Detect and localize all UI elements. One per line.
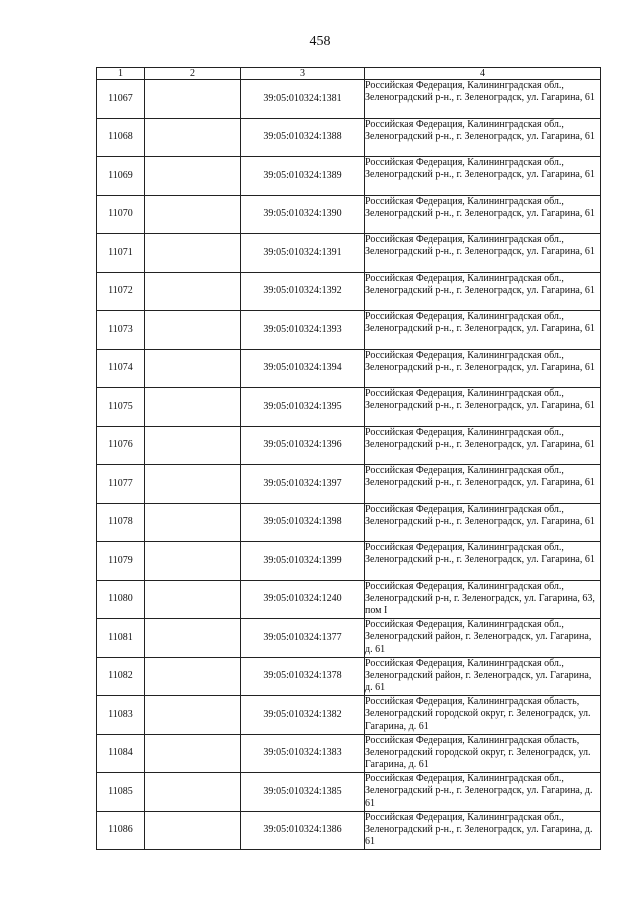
address-cell: Российская Федерация, Калининградская обл., Зеленоградский р-н., г. Зеленоградск, ул. Гагарина, 61 [365,80,601,119]
column-2-cell [145,349,241,388]
row-number-cell: 11081 [97,619,145,658]
cadastral-number-cell: 39:05:010324:1388 [241,118,365,157]
cadastral-number-cell: 39:05:010324:1398 [241,503,365,542]
row-number-cell: 11070 [97,195,145,234]
column-2-cell [145,503,241,542]
column-2-cell [145,580,241,619]
row-number-cell: 11072 [97,272,145,311]
table-row [97,388,601,427]
column-2-cell [145,157,241,196]
table-row [97,580,601,619]
cadastral-number-cell: 39:05:010324:1382 [241,696,365,735]
row-number-cell: 11082 [97,657,145,696]
column-2-cell [145,272,241,311]
cadastral-number-cell: 39:05:010324:1378 [241,657,365,696]
column-2-cell [145,734,241,773]
column-2-cell [145,234,241,273]
row-number-cell: 11074 [97,349,145,388]
address-cell: Российская Федерация, Калининградская обл., Зеленоградский р-н., г. Зеленоградск, ул. Гагарина, д. 61 [365,811,601,850]
table-row [97,311,601,350]
table-row [97,272,601,311]
address-cell: Российская Федерация, Калининградская обл., Зеленоградский р-н., г. Зеленоградск, ул. Гагарина, 61 [365,234,601,273]
cadastral-number-cell: 39:05:010324:1394 [241,349,365,388]
table-row [97,80,601,119]
address-cell: Российская Федерация, Калининградская обл., Зеленоградский р-н., г. Зеленоградск, ул. Гагарина, 61 [365,503,601,542]
column-2-cell [145,696,241,735]
table-row [97,118,601,157]
address-cell: Российская Федерация, Калининградская обл., Зеленоградский р-н, г. Зеленоградск, ул. Гагарина, 63, пом I [365,580,601,619]
table-row [97,734,601,773]
column-2-cell [145,388,241,427]
address-cell: Российская Федерация, Калининградская обл., Зеленоградский р-н., г. Зеленоградск, ул. Гагарина, 61 [365,118,601,157]
table-row [97,619,601,658]
row-number-cell: 11079 [97,542,145,581]
cadastral-number-cell: 39:05:010324:1395 [241,388,365,427]
column-2-cell [145,542,241,581]
address-cell: Российская Федерация, Калининградская обл., Зеленоградский р-н., г. Зеленоградск, ул. Гагарина, д. 61 [365,773,601,812]
row-number-cell: 11067 [97,80,145,119]
header-col-2: 2 [145,68,241,80]
row-number-cell: 11078 [97,503,145,542]
row-number-cell: 11086 [97,811,145,850]
table-row [97,811,601,850]
table-row [97,195,601,234]
table-body [97,80,601,850]
address-cell: Российская Федерация, Калининградская обл., Зеленоградский район, г. Зеленоградск, ул. Гагарина, д. 61 [365,657,601,696]
page-number: 458 [309,34,331,49]
cadastral-number-cell: 39:05:010324:1393 [241,311,365,350]
column-2-cell [145,80,241,119]
cadastral-number-cell: 39:05:010324:1377 [241,619,365,658]
cadastral-number-cell: 39:05:010324:1240 [241,580,365,619]
table-row [97,234,601,273]
cadastral-number-cell: 39:05:010324:1381 [241,80,365,119]
cadastral-number-cell: 39:05:010324:1383 [241,734,365,773]
cadastral-number-cell: 39:05:010324:1390 [241,195,365,234]
table-row [97,465,601,504]
table-row [97,542,601,581]
cadastral-number-cell: 39:05:010324:1386 [241,811,365,850]
address-cell: Российская Федерация, Калининградская обл., Зеленоградский р-н., г. Зеленоградск, ул. Гагарина, 61 [365,157,601,196]
cadastral-number-cell: 39:05:010324:1397 [241,465,365,504]
row-number-cell: 11073 [97,311,145,350]
address-cell: Российская Федерация, Калининградская обл., Зеленоградский р-н., г. Зеленоградск, ул. Гагарина, 61 [365,349,601,388]
address-cell: Российская Федерация, Калининградская обл., Зеленоградский р-н., г. Зеленоградск, ул. Гагарина, 61 [365,195,601,234]
table-row [97,657,601,696]
column-2-cell [145,426,241,465]
row-number-cell: 11076 [97,426,145,465]
header-col-1: 1 [97,68,145,80]
column-2-cell [145,657,241,696]
cadastral-number-cell: 39:05:010324:1396 [241,426,365,465]
address-cell: Российская Федерация, Калининградская область, Зеленоградский городской округ, г. Зеленоградск, ул. Гагарина, д. 61 [365,734,601,773]
cadastral-number-cell: 39:05:010324:1392 [241,272,365,311]
column-2-cell [145,311,241,350]
address-cell: Российская Федерация, Калининградская обл., Зеленоградский р-н., г. Зеленоградск, ул. Гагарина, 61 [365,465,601,504]
row-number-cell: 11085 [97,773,145,812]
table-row [97,503,601,542]
address-cell: Российская Федерация, Калининградская обл., Зеленоградский р-н., г. Зеленоградск, ул. Гагарина, 61 [365,388,601,427]
table-row [97,426,601,465]
row-number-cell: 11084 [97,734,145,773]
table-row [97,349,601,388]
table-row [97,157,601,196]
column-2-cell [145,465,241,504]
column-2-cell [145,118,241,157]
header-row [97,68,601,80]
row-number-cell: 11071 [97,234,145,273]
column-2-cell [145,619,241,658]
address-cell: Российская Федерация, Калининградская обл., Зеленоградский р-н., г. Зеленоградск, ул. Гагарина, 61 [365,542,601,581]
address-cell: Российская Федерация, Калининградская область, Зеленоградский городской округ, г. Зеленоградск, ул. Гагарина, д. 61 [365,696,601,735]
row-number-cell: 11083 [97,696,145,735]
cadastral-number-cell: 39:05:010324:1399 [241,542,365,581]
registry-table [96,67,601,850]
cadastral-number-cell: 39:05:010324:1389 [241,157,365,196]
address-cell: Российская Федерация, Калининградская обл., Зеленоградский р-н., г. Зеленоградск, ул. Гагарина, 61 [365,311,601,350]
column-2-cell [145,811,241,850]
row-number-cell: 11075 [97,388,145,427]
address-cell: Российская Федерация, Калининградская обл., Зеленоградский р-н., г. Зеленоградск, ул. Гагарина, 61 [365,426,601,465]
address-cell: Российская Федерация, Калининградская обл., Зеленоградский р-н., г. Зеленоградск, ул. Гагарина, 61 [365,272,601,311]
address-cell: Российская Федерация, Калининградская обл., Зеленоградский район, г. Зеленоградск, ул. Гагарина, д. 61 [365,619,601,658]
row-number-cell: 11077 [97,465,145,504]
table-row [97,696,601,735]
cadastral-number-cell: 39:05:010324:1385 [241,773,365,812]
table-row [97,773,601,812]
cadastral-number-cell: 39:05:010324:1391 [241,234,365,273]
column-2-cell [145,195,241,234]
row-number-cell: 11068 [97,118,145,157]
row-number-cell: 11069 [97,157,145,196]
table-header [97,68,601,80]
row-number-cell: 11080 [97,580,145,619]
column-2-cell [145,773,241,812]
header-col-4: 4 [365,68,601,80]
header-col-3: 3 [241,68,365,80]
